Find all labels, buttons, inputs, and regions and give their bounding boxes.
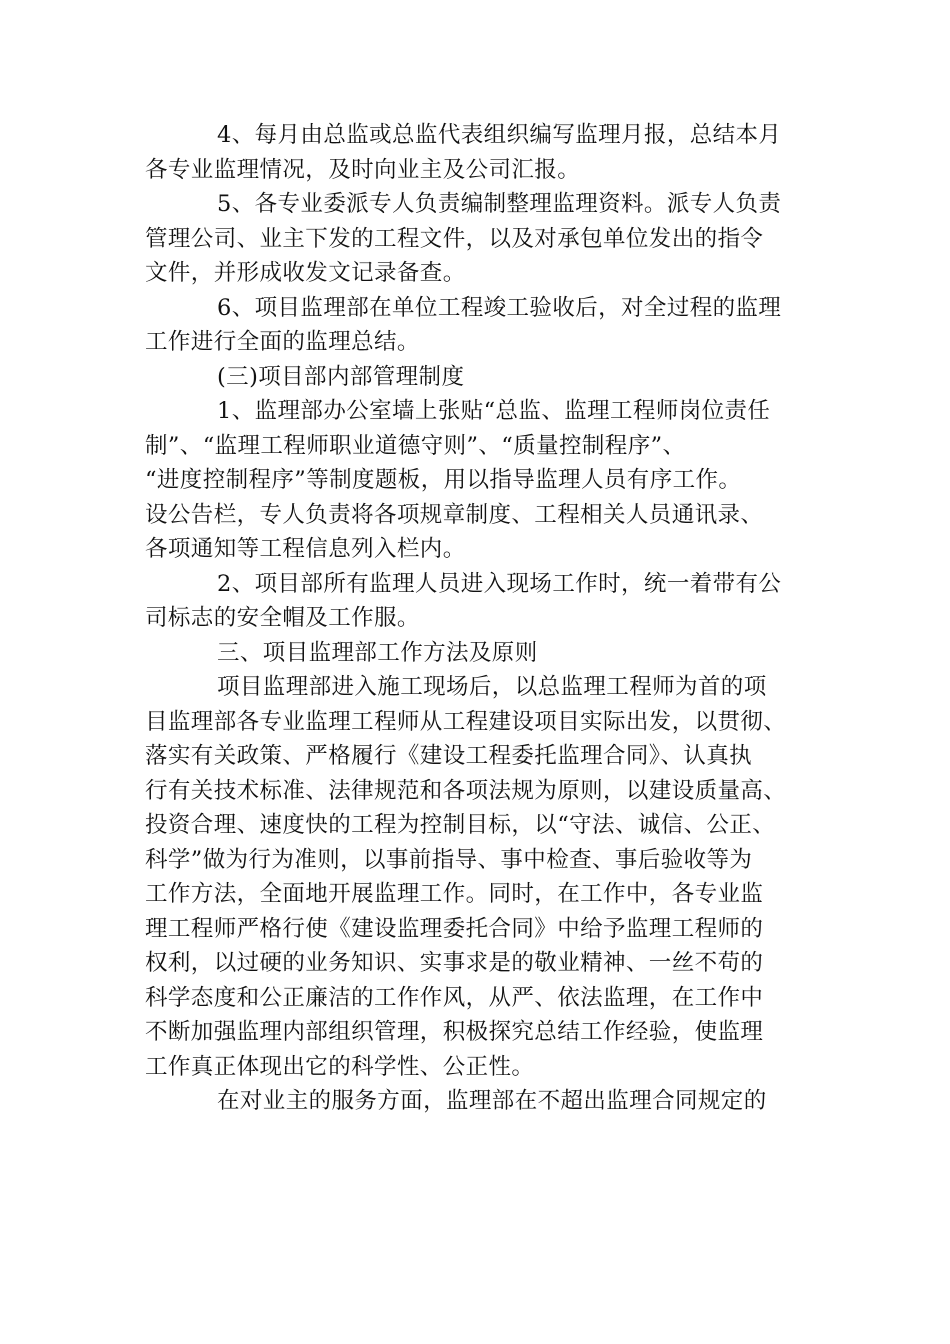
text-line: 各项通知等工程信息列入栏内。 bbox=[145, 536, 466, 562]
text-line: (三)项目部内部管理制度 bbox=[217, 363, 465, 390]
text-line: 司标志的安全帽及工作服。 bbox=[145, 605, 420, 631]
text-line: 权利，以过硬的业务知识、实事求是的敬业精神、一丝不苟的 bbox=[145, 950, 764, 976]
text-line: 2、项目部所有监理人员进入现场工作时，统一着带有公 bbox=[217, 570, 782, 597]
document-body bbox=[145, 118, 805, 1119]
text-line: 科学态度和公正廉洁的工作作风，从严、依法监理，在工作中 bbox=[145, 984, 764, 1011]
text-line: 管理公司、业主下发的工程文件，以及对承包单位发出的指令 bbox=[145, 225, 764, 252]
text-line: 工作方法，全面地开展监理工作。同时，在工作中，各专业监 bbox=[145, 881, 764, 907]
text-line: 4、每月由总监或总监代表组织编写监理月报，总结本月 bbox=[217, 122, 782, 148]
text-line: 落实有关政策、严格履行《建设工程委托监理合同》、认真执 bbox=[145, 743, 753, 769]
text-line: 设公告栏，专人负责将各项规章制度、工程相关人员通讯录、 bbox=[145, 501, 764, 528]
text-line: 三、项目监理部工作方法及原则 bbox=[217, 639, 538, 666]
text-line: 在对业主的服务方面，监理部在不超出监理合同规定的 bbox=[217, 1088, 767, 1114]
text-line: 理工程师严格行使《建设监理委托合同》中给予监理工程师的 bbox=[145, 915, 764, 942]
text-line: 各专业监理情况，及时向业主及公司汇报。 bbox=[145, 156, 581, 183]
text-line: “进度控制程序”等制度题板，用以指导监理人员有序工作。 bbox=[145, 467, 742, 493]
text-line: 目监理部各专业监理工程师从工程建设项目实际出发，以贯彻、 bbox=[145, 708, 787, 735]
text-line: 科学”做为行为准则，以事前指导、事中检查、事后验收等为 bbox=[145, 846, 753, 873]
text-line: 不断加强监理内部组织管理，积极探究总结工作经验，使监理 bbox=[145, 1019, 764, 1045]
text-line: 1、监理部办公室墙上张贴“总监、监理工程师岗位责任 bbox=[217, 398, 771, 424]
text-line: 投资合理、速度快的工程为控制目标，以“守法、诚信、公正、 bbox=[145, 812, 776, 838]
text-line: 项目监理部进入施工现场后，以总监理工程师为首的项 bbox=[217, 674, 767, 700]
text-line: 工作进行全面的监理总结。 bbox=[145, 329, 420, 355]
text-line: 制”、“监理工程师职业道德守则”、“质量控制程序”、 bbox=[145, 432, 686, 459]
text-line: 5、各专业委派专人负责编制整理监理资料。派专人负责 bbox=[217, 191, 782, 217]
text-line: 文件，并形成收发文记录备查。 bbox=[145, 260, 466, 286]
text-line: 行有关技术标准、法律规范和各项法规为原则，以建设质量高、 bbox=[145, 777, 787, 804]
text-line: 6、项目监理部在单位工程竣工验收后，对全过程的监理 bbox=[217, 294, 782, 321]
text-line: 工作真正体现出它的科学性、公正性。 bbox=[145, 1053, 535, 1080]
